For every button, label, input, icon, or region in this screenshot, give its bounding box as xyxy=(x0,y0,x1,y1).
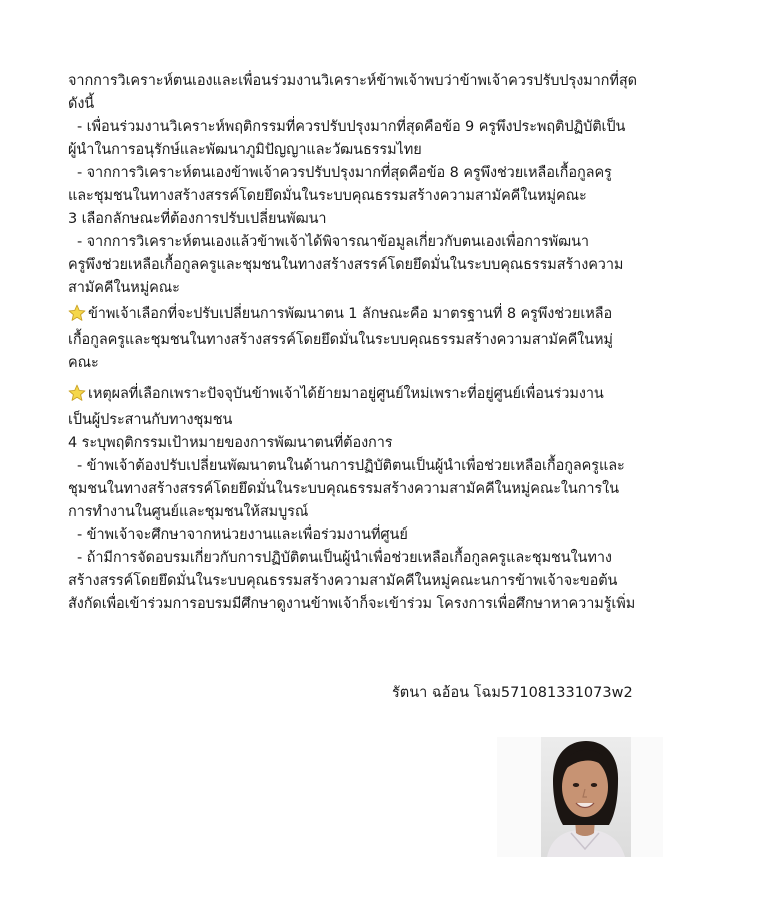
text-line-15: เป็นผู้ประสานกับทางชุมชน xyxy=(68,412,233,428)
text-line-9: ครูพึงช่วยเหลือเกื้อกูลครูและชุมชนในทางสร้างสรรค์โดยยึดมั่นในระบบคุณธรรมสร้างความ xyxy=(68,257,624,273)
text-line-22: สร้างสรรค์โดยยึดมั่นในระบบคุณธรรมสร้างความสามัคคีในหมู่คณะนการข้าพเจ้าจะขอต้น xyxy=(68,573,618,589)
person-photo xyxy=(497,737,663,857)
star-icon xyxy=(68,384,86,402)
text-line-5: - จากการวิเคราะห์ตนเองข้าพเจ้าควรปรับปรุงมากที่สุดคือข้อ 8 ครูพึงช่วยเหลือเกื้อกูลครู xyxy=(68,165,612,181)
text-line-4: ผู้นำในการอนุรักษ์และพัฒนาภูมิปัญญาและวัฒนธรรมไทย xyxy=(68,142,422,158)
signature-name: รัตนา ฉอ้อน โฉม571081331073w2 xyxy=(392,685,633,701)
text-line-10: สามัคคีในหมู่คณะ xyxy=(68,280,180,296)
text-line-23: สังกัดเพื่อเข้าร่วมการอบรมมีศึกษาดูงานข้าพเจ้าก็จะเข้าร่วม โครงการเพื่อศึกษาหาความรู้เพิ่ม xyxy=(68,596,636,612)
starred-line-2 xyxy=(68,383,708,406)
text-line-21: - ถ้ามีการจัดอบรมเกี่ยวกับการปฏิบัติตนเป็นผู้นำเพื่อช่วยเหลือเกื้อกูลครูและชุมชนในทาง xyxy=(68,550,612,566)
person-photo-illustration xyxy=(497,737,663,857)
section-4-heading: 4 ระบุพฤติกรรมเป้าหมายของการพัฒนาตนที่ต้องการ xyxy=(68,435,393,451)
starred-line-1-text: ข้าพเจ้าเลือกที่จะปรับเปลี่ยนการพัฒนาตน 1 ลักษณะคือ มาตรฐานที่ 8 ครูพึงช่วยเหลือ xyxy=(88,306,613,322)
text-line-13: คณะ xyxy=(68,355,99,371)
text-line-17: - ข้าพเจ้าต้องปรับเปลี่ยนพัฒนาตนในด้านการปฏิบัติตนเป็นผู้นำเพื่อช่วยเหลือเกื้อกูลครูและ xyxy=(68,458,625,474)
text-line-20: - ข้าพเจ้าจะศึกษาจากหน่วยงานและเพื่อร่วมงานที่ศูนย์ xyxy=(68,527,408,543)
section-3-heading: 3 เลือกลักษณะที่ต้องการปรับเปลี่ยนพัฒนา xyxy=(68,211,327,227)
document-body xyxy=(68,70,708,616)
star-icon xyxy=(68,304,86,322)
text-line-18: ชุมชนในทางสร้างสรรค์โดยยึดมั่นในระบบคุณธรรมสร้างความสามัคคีในหมู่คณะในการใน xyxy=(68,481,619,497)
text-line-12: เกื้อกูลครูและชุมชนในทางสร้างสรรค์โดยยึดมั่นในระบบคุณธรรมสร้างความสามัคคีในหมู่ xyxy=(68,332,613,348)
starred-line-2-text: เหตุผลที่เลือกเพราะปัจจุบันข้าพเจ้าได้ย้ายมาอยู่ศูนย์ใหม่เพราะที่อยู่ศูนย์เพื่อนร่วมงาน xyxy=(88,386,604,402)
starred-line-1 xyxy=(68,303,708,326)
text-line-1: จากการวิเคราะห์ตนเองและเพื่อนร่วมงานวิเคราะห์ข้าพเจ้าพบว่าข้าพเจ้าควรปรับปรุงมากที่สุด xyxy=(68,73,637,89)
text-line-8: - จากการวิเคราะห์ตนเองแล้วข้าพเจ้าได้พิจารณาข้อมูลเกี่ยวกับตนเองเพื่อการพัฒนา xyxy=(68,234,589,250)
text-line-19: การทำงานในศูนย์และชุมชนให้สมบูรณ์ xyxy=(68,504,309,520)
text-line-6: และชุมชนในทางสร้างสรรค์โดยยึดมั่นในระบบคุณธรรมสร้างความสามัคคีในหมู่คณะ xyxy=(68,188,587,204)
text-line-2: ดังนี้ xyxy=(68,96,95,112)
text-line-3: - เพื่อนร่วมงานวิเคราะห์พฤติกรรมที่ควรปรับปรุงมากที่สุดคือข้อ 9 ครูพึงประพฤติปฏิบัติเป็น xyxy=(68,119,626,135)
